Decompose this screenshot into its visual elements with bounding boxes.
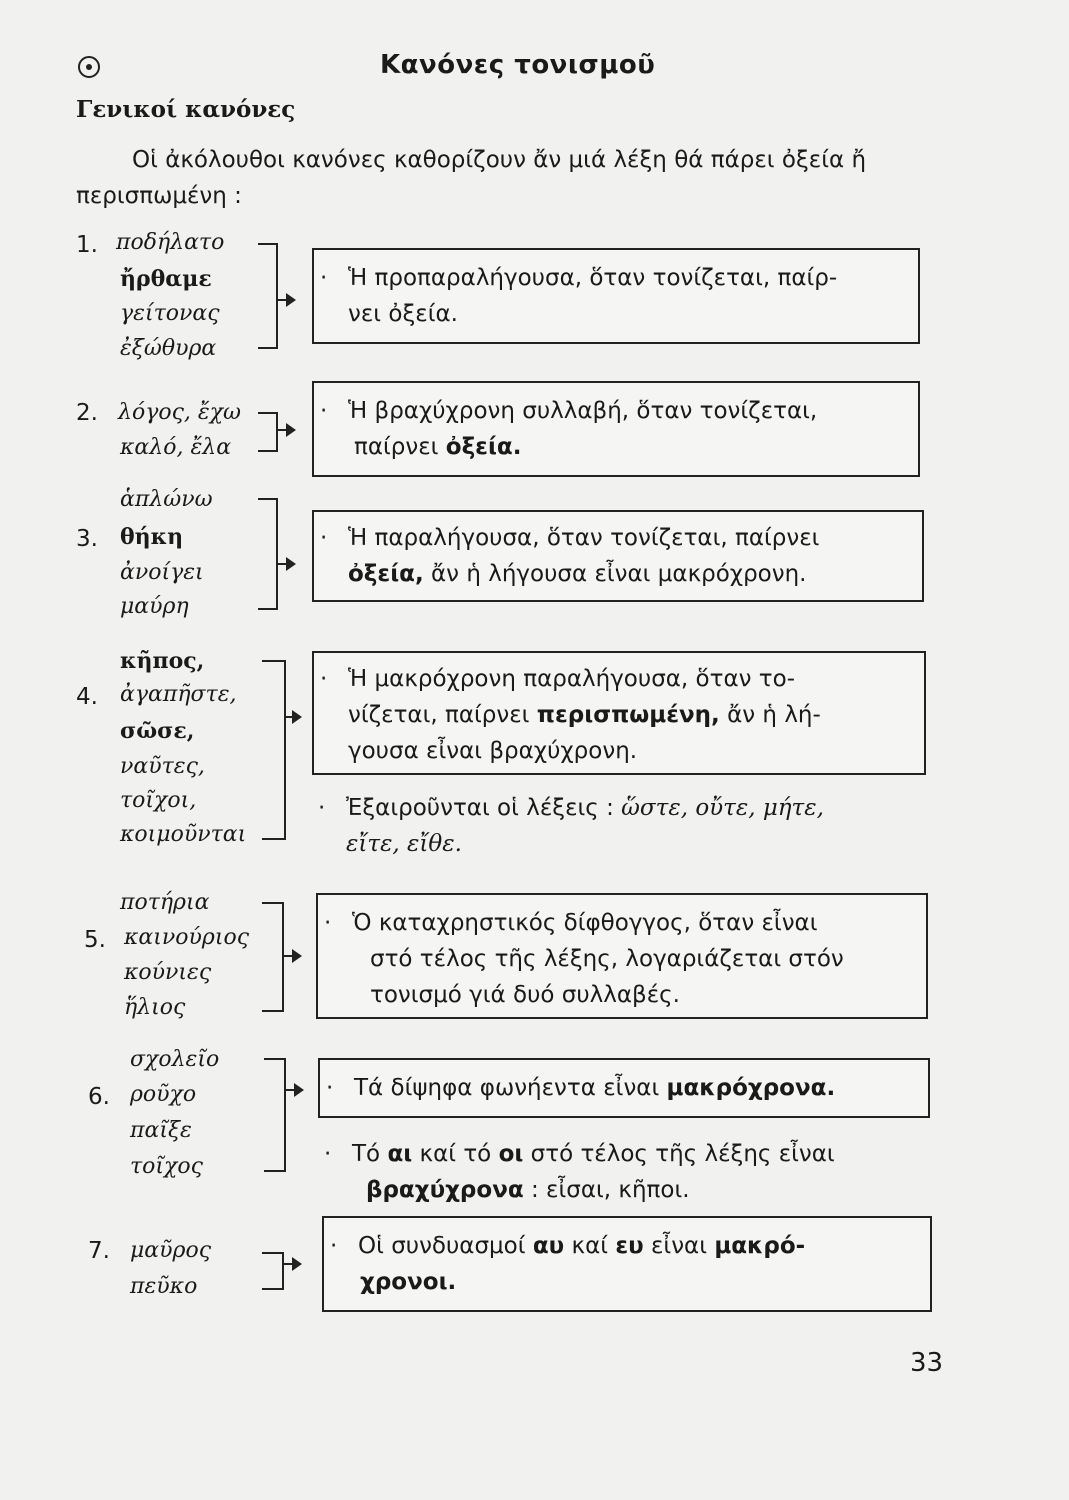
bracket	[258, 412, 278, 452]
rule-number: 2.	[76, 400, 98, 426]
rule-note: βραχύχρονα : εἶσαι, κῆποι.	[366, 1177, 690, 1203]
bracket	[262, 1252, 284, 1290]
rule-box	[316, 893, 928, 1019]
arrow-right-icon	[284, 1089, 302, 1091]
example-word: τοῖχοι,	[120, 788, 197, 813]
rule-box	[312, 651, 926, 775]
rule-text: · Ὁ καταχρηστικός δίφθογγος, ὅταν εἶναι	[324, 910, 818, 936]
rule-text: ὀξεία, ἄν ἡ λήγουσα εἶναι μακρόχρονη.	[348, 561, 807, 587]
rule-box	[318, 1058, 930, 1118]
example-word: κῆπος,	[120, 648, 205, 674]
exception-note: · Ἐξαιροῦνται οἱ λέξεις : ὥστε, οὔτε, μήτε,	[318, 795, 824, 821]
section-subtitle: Γενικοί κανόνες	[76, 96, 296, 123]
rule-number: 4.	[76, 684, 98, 710]
example-word: ἀγαπῆστε,	[120, 682, 237, 707]
example-word: κούνιες	[124, 960, 212, 985]
rule-text: παίρνει ὀξεία.	[354, 434, 522, 460]
rule-text: νει ὀξεία.	[348, 301, 458, 327]
rule-text: · Τά δίψηφα φωνήεντα εἶναι μακρόχρονα.	[326, 1075, 836, 1101]
example-word: ἁπλώνω	[120, 487, 213, 512]
example-word: ἤρθαμε	[120, 266, 212, 292]
example-word: γείτονας	[120, 301, 220, 326]
rule-text: γουσα εἶναι βραχύχρονη.	[348, 738, 638, 764]
rule-text: · Ἡ παραλήγουσα, ὅταν τονίζεται, παίρνει	[320, 525, 820, 551]
rule-number: 5.	[84, 927, 106, 953]
arrow-right-icon	[276, 299, 294, 301]
rule-text: · Ἡ μακρόχρονη παραλήγουσα, ὅταν το-	[320, 666, 796, 692]
rule-text: χρονοι.	[360, 1269, 457, 1295]
rule-text: · Ἡ προπαραλήγουσα, ὅταν τονίζεται, παίρ-	[320, 265, 838, 291]
rule-text: · Ἡ βραχύχρονη συλλαβή, ὅταν τονίζεται,	[320, 398, 818, 424]
example-word: θήκη	[120, 524, 184, 550]
example-word: ἐξώθυρα	[120, 336, 217, 361]
bracket	[258, 498, 278, 610]
example-word: καινούριος	[124, 925, 250, 950]
example-word: τοῖχος	[130, 1154, 203, 1179]
rule-text: νίζεται, παίρνει περισπωμένη, ἄν ἡ λή-	[348, 702, 821, 728]
example-word: σχολεῖο	[130, 1047, 220, 1072]
intro-line-2: περισπωμένη :	[76, 183, 242, 209]
bracket	[262, 902, 284, 1012]
rule-number: 7.	[88, 1238, 110, 1264]
rule-number: 6.	[88, 1084, 110, 1110]
arrow-right-icon	[276, 429, 294, 431]
arrow-right-icon	[282, 1263, 300, 1265]
rule-box	[322, 1216, 932, 1312]
rule-box	[312, 248, 920, 344]
exception-note: εἴτε, εἴθε.	[346, 831, 462, 857]
arrow-right-icon	[282, 955, 300, 957]
rule-text: στό τέλος τῆς λέξης, λογαριάζεται στόν	[370, 946, 844, 972]
page-number: 33	[910, 1348, 944, 1378]
example-word: παῖξε	[130, 1118, 192, 1143]
rule-number: 3.	[76, 526, 98, 552]
rule-number: 1.	[76, 232, 98, 258]
example-word: ναῦτες,	[120, 754, 205, 779]
bracket	[262, 660, 286, 840]
rule-note: · Τό αι καί τό οι στό τέλος τῆς λέξης εἶναι	[324, 1141, 835, 1167]
arrow-right-icon	[276, 563, 294, 565]
circle-dot-icon	[78, 56, 100, 78]
example-word: πεῦκο	[130, 1274, 198, 1299]
example-word: ποτήρια	[120, 890, 210, 915]
example-word: λόγος, ἔχω	[118, 400, 241, 425]
rule-box	[312, 381, 920, 477]
arrow-right-icon	[284, 716, 300, 718]
page-title: Κανόνες τονισμοῦ	[380, 50, 656, 80]
example-word: ἀνοίγει	[120, 560, 204, 585]
example-word: κοιμοῦνται	[120, 822, 247, 847]
example-word: μαύρη	[120, 594, 189, 619]
example-word: ποδήλατο	[116, 230, 225, 255]
example-word: ἥλιος	[124, 995, 186, 1020]
example-word: καλό, ἔλα	[120, 435, 232, 460]
example-word: μαῦρος	[130, 1238, 212, 1263]
bracket	[258, 243, 278, 349]
bracket	[264, 1058, 286, 1172]
example-word: ροῦχο	[130, 1082, 197, 1107]
intro-line-1: Οἱ ἀκόλουθοι κανόνες καθορίζουν ἄν μιά λέξη θά πάρει ὀξεία ἤ	[132, 147, 867, 173]
rule-text: · Οἱ συνδυασμοί αυ καί ευ εἶναι μακρό-	[330, 1233, 806, 1259]
example-word: σῶσε,	[120, 718, 195, 744]
rule-text: τονισμό γιά δυό συλλαβές.	[370, 982, 680, 1008]
rule-box	[312, 510, 924, 602]
